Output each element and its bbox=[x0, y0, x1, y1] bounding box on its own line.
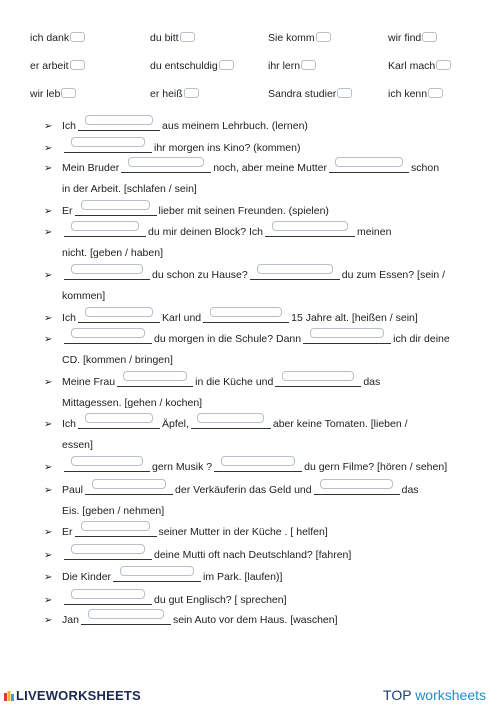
answer-input-field[interactable] bbox=[64, 267, 150, 280]
answer-input-box[interactable] bbox=[85, 307, 154, 317]
exercise-item bbox=[44, 590, 477, 611]
answer-input-field[interactable] bbox=[314, 482, 400, 495]
grid-cell bbox=[30, 60, 85, 72]
answer-input-box[interactable] bbox=[310, 328, 384, 338]
grid-cell bbox=[388, 88, 443, 100]
answer-input-box[interactable] bbox=[320, 479, 392, 489]
exercise-text: aber keine Tomaten. [lieben / bbox=[272, 418, 408, 430]
answer-input-box[interactable] bbox=[197, 413, 264, 423]
exercise-item bbox=[44, 522, 477, 543]
exercise-text: Karl und bbox=[162, 312, 202, 324]
exercise-text: Er bbox=[62, 526, 73, 538]
exercise-item bbox=[44, 610, 477, 631]
exercise-item bbox=[44, 138, 477, 159]
exercise-text: Ich bbox=[62, 120, 77, 132]
answer-input-field[interactable] bbox=[64, 592, 152, 605]
grid-cell bbox=[30, 88, 76, 100]
exercise-continuation: Eis. [geben / nehmen] bbox=[62, 505, 165, 517]
answer-input-field[interactable] bbox=[265, 224, 355, 237]
exercise-continuation: in der Arbeit. [schlafen / sein] bbox=[62, 183, 197, 195]
answer-input-field[interactable] bbox=[121, 160, 211, 173]
answer-input-field[interactable] bbox=[329, 160, 409, 173]
exercise-item bbox=[44, 201, 477, 222]
arrow-bullet-icon: ➢ bbox=[44, 595, 53, 606]
exercise-item bbox=[44, 480, 477, 522]
exercise-text: das bbox=[401, 484, 419, 496]
exercise-item bbox=[44, 414, 477, 456]
exercise-text: das bbox=[363, 376, 381, 388]
exercise-continuation: kommen] bbox=[62, 290, 106, 302]
arrow-bullet-icon: ➢ bbox=[44, 270, 53, 281]
exercise-item bbox=[44, 457, 477, 478]
exercise-text: gern Musik ? bbox=[152, 461, 213, 473]
answer-input-field[interactable] bbox=[64, 331, 152, 344]
grid-cell-stem: Sie komm bbox=[268, 32, 315, 44]
arrow-bullet-icon: ➢ bbox=[44, 550, 53, 561]
answer-input-box[interactable] bbox=[92, 479, 166, 489]
answer-input-box[interactable] bbox=[71, 544, 145, 554]
exercise-continuation: essen] bbox=[62, 439, 93, 451]
grid-cell-stem: du entschuldig bbox=[150, 60, 218, 72]
grid-cell bbox=[268, 60, 316, 72]
exercise-text: lieber mit seinen Freunden. (spielen) bbox=[158, 205, 329, 217]
answer-input-field[interactable] bbox=[64, 140, 152, 153]
exercise-text: ihr morgen ins Kino? (kommen) bbox=[154, 142, 301, 154]
exercise-text: aus meinem Lehrbuch. (lernen) bbox=[162, 120, 308, 132]
exercise-item bbox=[44, 567, 477, 588]
exercise-text: seiner Mutter in der Küche . [ helfen] bbox=[158, 526, 328, 538]
answer-input-field[interactable] bbox=[75, 203, 157, 216]
grid-cell-stem: Sandra studier bbox=[268, 88, 337, 100]
grid-cell bbox=[268, 32, 331, 44]
answer-input-box[interactable] bbox=[85, 413, 154, 423]
grid-cell-stem: Karl mach bbox=[388, 60, 436, 72]
exercise-text: Er bbox=[62, 205, 73, 217]
answer-input-box[interactable] bbox=[71, 456, 143, 466]
ending-input-field[interactable] bbox=[70, 32, 85, 42]
exercise-continuation: CD. [kommen / bringen] bbox=[62, 354, 173, 366]
exercise-text: du mir deinen Block? Ich bbox=[148, 226, 263, 238]
answer-input-field[interactable] bbox=[75, 524, 157, 537]
arrow-bullet-icon: ➢ bbox=[44, 227, 53, 238]
topworksheets-top: TOP bbox=[383, 687, 412, 703]
exercise-text: der Verkäuferin das Geld und bbox=[175, 484, 312, 496]
exercise-text: schon bbox=[411, 162, 440, 174]
answer-input-field[interactable] bbox=[64, 459, 150, 472]
exercise-text: 15 Jahre alt. [heißen / sein] bbox=[291, 312, 418, 324]
answer-input-box[interactable] bbox=[221, 456, 295, 466]
exercise-text: Meine Frau bbox=[62, 376, 116, 388]
arrow-bullet-icon: ➢ bbox=[44, 206, 53, 217]
arrow-bullet-icon: ➢ bbox=[44, 527, 53, 538]
exercise-text: Ich bbox=[62, 312, 77, 324]
arrow-bullet-icon: ➢ bbox=[44, 419, 53, 430]
answer-input-box[interactable] bbox=[335, 157, 402, 167]
answer-input-box[interactable] bbox=[85, 115, 154, 125]
exercise-item bbox=[44, 329, 477, 371]
answer-input-box[interactable] bbox=[71, 328, 145, 338]
exercise-item bbox=[44, 222, 477, 264]
exercise-text: in die Küche und bbox=[195, 376, 274, 388]
answer-input-field[interactable] bbox=[81, 612, 171, 625]
answer-input-field[interactable] bbox=[117, 374, 193, 387]
answer-input-field[interactable] bbox=[250, 267, 340, 280]
arrow-bullet-icon: ➢ bbox=[44, 143, 53, 154]
exercise-item bbox=[44, 308, 477, 329]
exercise-text: Mein Bruder bbox=[62, 162, 120, 174]
arrow-bullet-icon: ➢ bbox=[44, 121, 53, 132]
arrow-bullet-icon: ➢ bbox=[44, 615, 53, 626]
ending-input-field[interactable] bbox=[436, 60, 451, 70]
grid-cell bbox=[388, 32, 437, 44]
arrow-bullet-icon: ➢ bbox=[44, 462, 53, 473]
exercise-text: du zum Essen? [sein / bbox=[341, 269, 446, 281]
exercise-item bbox=[44, 116, 477, 137]
ending-input-field[interactable] bbox=[301, 60, 316, 70]
grid-cell bbox=[150, 88, 199, 100]
logo-mark-icon bbox=[4, 689, 14, 699]
ending-input-field[interactable] bbox=[428, 88, 443, 98]
answer-input-field[interactable] bbox=[203, 310, 289, 323]
exercise-text: noch, aber meine Mutter bbox=[213, 162, 328, 174]
answer-input-box[interactable] bbox=[88, 609, 164, 619]
topworksheets-worksheets: worksheets bbox=[415, 687, 486, 703]
ending-input-field[interactable] bbox=[422, 32, 437, 42]
answer-input-box[interactable] bbox=[128, 157, 204, 167]
exercise-text: du gut Englisch? [ sprechen] bbox=[154, 594, 287, 606]
answer-input-box[interactable] bbox=[272, 221, 348, 231]
exercise-item bbox=[44, 265, 477, 307]
grid-cell-stem: er arbeit bbox=[30, 60, 69, 72]
exercise-text: du morgen in die Schule? Dann bbox=[154, 333, 302, 345]
grid-cell-stem: er heiß bbox=[150, 88, 183, 100]
exercise-text: Äpfel, bbox=[162, 418, 189, 430]
answer-input-field[interactable] bbox=[78, 416, 160, 429]
answer-input-field[interactable] bbox=[64, 224, 146, 237]
arrow-bullet-icon: ➢ bbox=[44, 485, 53, 496]
ending-input-field[interactable] bbox=[337, 88, 352, 98]
answer-input-field[interactable] bbox=[275, 374, 361, 387]
exercise-text: Ich bbox=[62, 418, 77, 430]
grid-cell-stem: du bitt bbox=[150, 32, 179, 44]
grid-cell bbox=[150, 32, 195, 44]
answer-input-box[interactable] bbox=[81, 521, 150, 531]
answer-input-field[interactable] bbox=[214, 459, 302, 472]
answer-input-box[interactable] bbox=[71, 221, 140, 231]
grid-cell-stem: ich dank bbox=[30, 32, 70, 44]
grid-cell-stem: ihr lern bbox=[268, 60, 301, 72]
exercise-text: du schon zu Hause? bbox=[152, 269, 248, 281]
exercise-item bbox=[44, 158, 477, 200]
arrow-bullet-icon: ➢ bbox=[44, 313, 53, 324]
answer-input-field[interactable] bbox=[191, 416, 271, 429]
exercise-text: Paul bbox=[62, 484, 84, 496]
exercise-text: deine Mutti oft nach Deutschland? [fahren] bbox=[154, 549, 352, 561]
answer-input-box[interactable] bbox=[71, 137, 145, 147]
exercise-continuation: nicht. [geben / haben] bbox=[62, 247, 163, 259]
grid-cell bbox=[268, 88, 352, 100]
answer-input-box[interactable] bbox=[71, 264, 143, 274]
grid-cell-stem: ich kenn bbox=[388, 88, 428, 100]
grid-cell bbox=[388, 60, 451, 72]
exercise-text: ich dir deine bbox=[393, 333, 450, 345]
grid-cell-stem: wir find bbox=[388, 32, 422, 44]
exercise-text: sein Auto vor dem Haus. [waschen] bbox=[172, 614, 338, 626]
answer-input-field[interactable] bbox=[85, 482, 173, 495]
exercise-text: meinen bbox=[356, 226, 392, 238]
footer bbox=[0, 684, 500, 707]
answer-input-field[interactable] bbox=[303, 331, 391, 344]
answer-input-field[interactable] bbox=[113, 569, 201, 582]
liveworksheets-logo bbox=[4, 688, 141, 703]
ending-input-field[interactable] bbox=[219, 60, 234, 70]
answer-input-field[interactable] bbox=[78, 118, 160, 131]
ending-input-field[interactable] bbox=[316, 32, 331, 42]
ending-input-field[interactable] bbox=[70, 60, 85, 70]
exercise-continuation: Mittagessen. [gehen / kochen] bbox=[62, 397, 203, 409]
answer-input-box[interactable] bbox=[81, 200, 150, 210]
exercise-item bbox=[44, 545, 477, 566]
arrow-bullet-icon: ➢ bbox=[44, 377, 53, 388]
ending-input-field[interactable] bbox=[180, 32, 195, 42]
exercise-text: im Park. [laufen)] bbox=[203, 571, 283, 583]
liveworksheets-label: LIVEWORKSHEETS bbox=[16, 688, 141, 703]
arrow-bullet-icon: ➢ bbox=[44, 572, 53, 583]
answer-input-box[interactable] bbox=[282, 371, 354, 381]
exercise-text: Die Kinder bbox=[62, 571, 112, 583]
answer-input-box[interactable] bbox=[120, 566, 194, 576]
answer-input-box[interactable] bbox=[123, 371, 187, 381]
answer-input-field[interactable] bbox=[78, 310, 160, 323]
arrow-bullet-icon: ➢ bbox=[44, 334, 53, 345]
exercise-text: du gern Filme? [hören / sehen] bbox=[304, 461, 448, 473]
arrow-bullet-icon: ➢ bbox=[44, 163, 53, 174]
grid-cell bbox=[150, 60, 234, 72]
topworksheets-logo bbox=[383, 687, 486, 703]
ending-input-field[interactable] bbox=[184, 88, 199, 98]
exercise-text: Jan bbox=[62, 614, 79, 626]
grid-cell bbox=[30, 32, 85, 44]
ending-input-field[interactable] bbox=[61, 88, 76, 98]
grid-cell-stem: wir leb bbox=[30, 88, 61, 100]
answer-input-box[interactable] bbox=[71, 589, 145, 599]
answer-input-box[interactable] bbox=[210, 307, 282, 317]
answer-input-field[interactable] bbox=[64, 547, 152, 560]
answer-input-box[interactable] bbox=[257, 264, 333, 274]
exercise-item bbox=[44, 372, 477, 414]
